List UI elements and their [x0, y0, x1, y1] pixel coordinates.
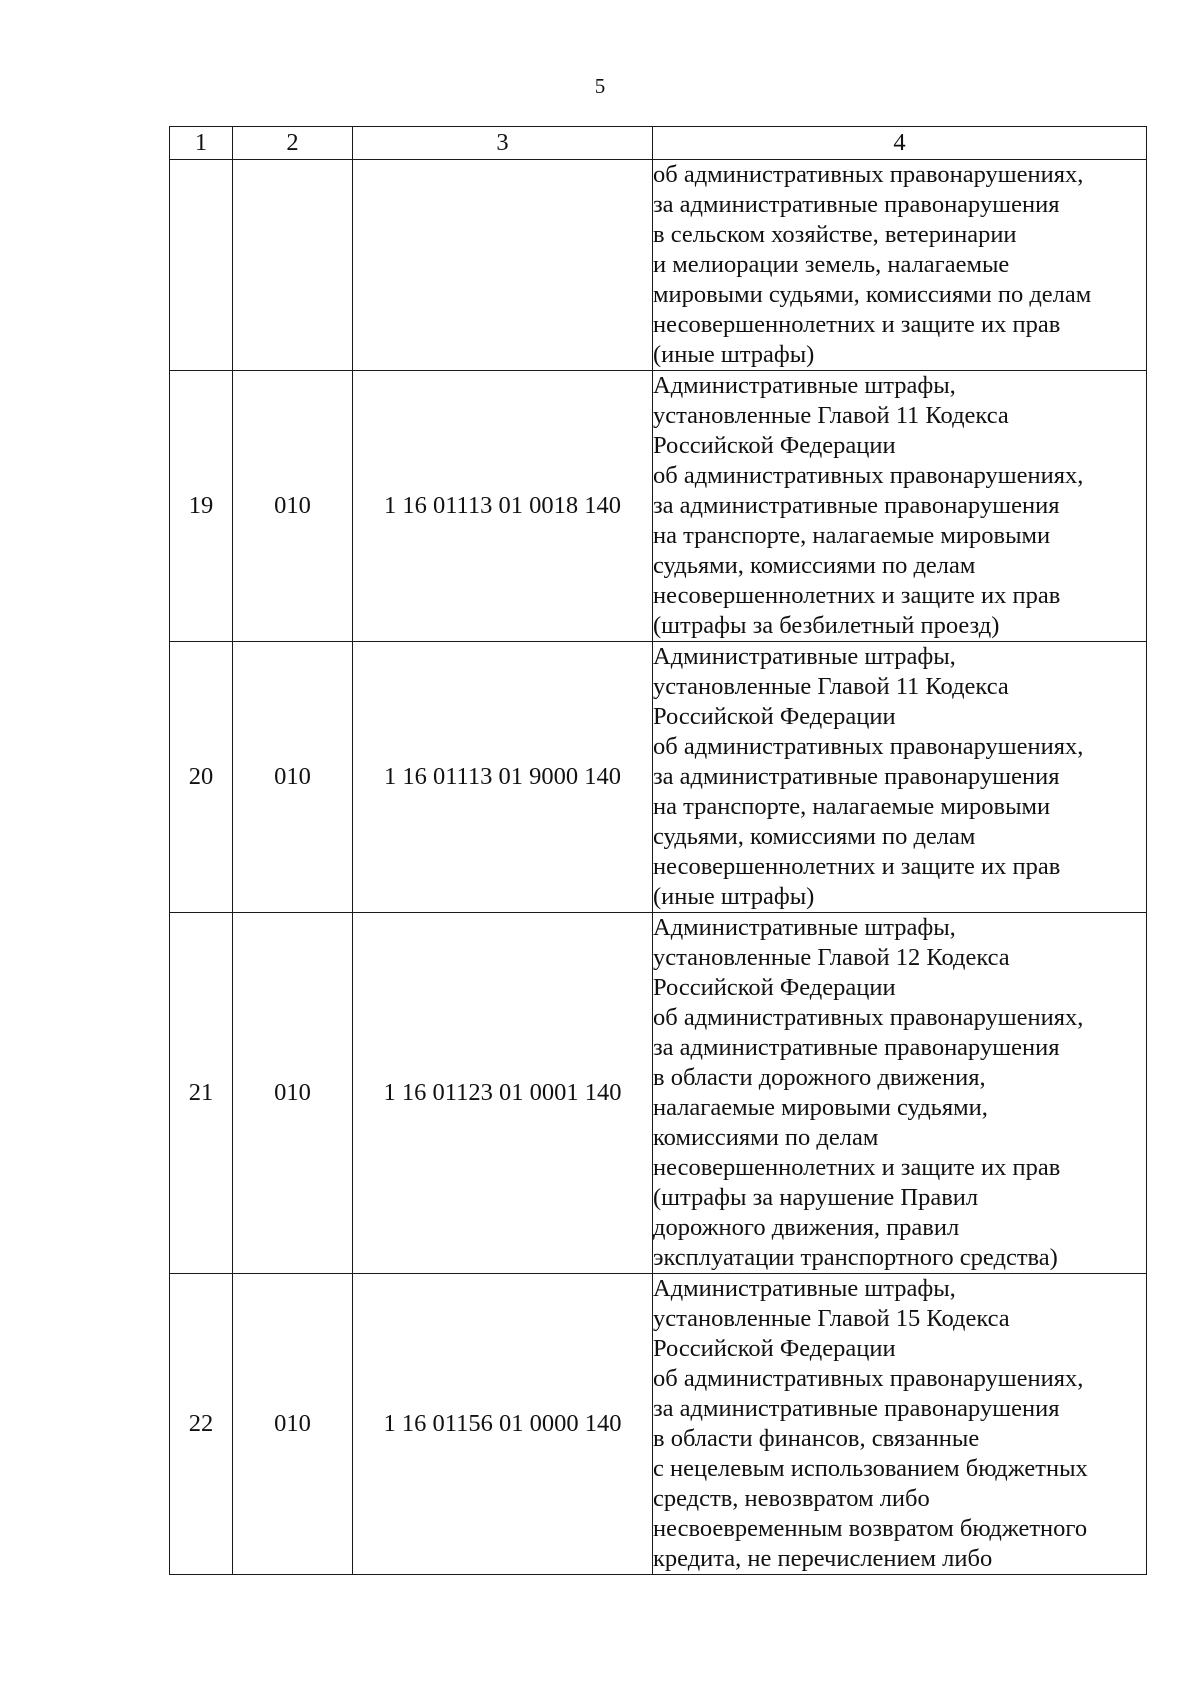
description-cell — [653, 913, 1147, 1274]
row-number: 22 — [170, 1274, 233, 1575]
admin-code: 010 — [233, 371, 353, 642]
column-header-2: 2 — [233, 127, 353, 160]
row-number: 19 — [170, 371, 233, 642]
description-line: Российской Федерации — [653, 432, 896, 459]
description-line: судьями, комиссиями по делам — [653, 552, 976, 579]
table-row-19 — [170, 371, 1147, 642]
description-line: (иные штрафы) — [653, 883, 815, 910]
description-line: установленные Главой 11 Кодекса — [653, 402, 1009, 429]
budget-classification-code: 1 16 01113 01 0018 140 — [353, 371, 653, 642]
description-cell — [653, 371, 1147, 642]
table-row-continuation — [170, 160, 1147, 371]
description-line: установленные Главой 12 Кодекса — [653, 944, 1010, 971]
description-line: об административных правонарушениях, — [653, 1004, 1084, 1031]
description-line: с нецелевым использованием бюджетных — [653, 1455, 1088, 1482]
column-header-4: 4 — [653, 127, 1147, 160]
admin-code: 010 — [233, 1274, 353, 1575]
column-header-1: 1 — [170, 127, 233, 160]
description-line: и мелиорации земель, налагаемые — [653, 251, 1010, 278]
description-cell — [653, 642, 1147, 913]
row-number: 21 — [170, 913, 233, 1274]
table-row-21 — [170, 913, 1147, 1274]
description-line: на транспорте, налагаемые мировыми — [653, 522, 1051, 549]
admin-code: 010 — [233, 642, 353, 913]
revenue-table — [169, 126, 1147, 1575]
description-line: в области финансов, связанные — [653, 1425, 980, 1452]
description-line: налагаемые мировыми судьями, — [653, 1094, 988, 1121]
description-line: Административные штрафы, — [653, 372, 956, 399]
budget-classification-code: 1 16 01113 01 9000 140 — [353, 642, 653, 913]
description-line: об административных правонарушениях, — [653, 161, 1084, 188]
row-number: 20 — [170, 642, 233, 913]
budget-classification-code: 1 16 01123 01 0001 140 — [353, 913, 653, 1274]
description-line: Административные штрафы, — [653, 643, 956, 670]
description-line: за административные правонарушения — [653, 763, 1060, 790]
row-number — [170, 160, 233, 371]
description-line: судьями, комиссиями по делам — [653, 823, 976, 850]
description-line: мировыми судьями, комиссиями по делам — [653, 281, 1092, 308]
description-line: об административных правонарушениях, — [653, 1365, 1084, 1392]
description-line: кредита, не перечислением либо — [653, 1545, 993, 1572]
table-row-20 — [170, 642, 1147, 913]
description-line: несовершеннолетних и защите их прав — [653, 311, 1061, 338]
description-line: Российской Федерации — [653, 703, 896, 730]
description-line: (штрафы за безбилетный проезд) — [653, 612, 1000, 639]
description-line: установленные Главой 15 Кодекса — [653, 1305, 1010, 1332]
description-cell — [653, 1274, 1147, 1575]
admin-code: 010 — [233, 913, 353, 1274]
description-line: несовершеннолетних и защите их прав — [653, 853, 1061, 880]
description-line: на транспорте, налагаемые мировыми — [653, 793, 1051, 820]
description-line: несвоевременным возвратом бюджетного — [653, 1515, 1088, 1542]
budget-classification-code — [353, 160, 653, 371]
description-line: (иные штрафы) — [653, 341, 815, 368]
description-line: установленные Главой 11 Кодекса — [653, 673, 1009, 700]
description-line: об административных правонарушениях, — [653, 733, 1084, 760]
description-line: за административные правонарушения — [653, 492, 1060, 519]
description-line: за административные правонарушения — [653, 191, 1060, 218]
description-line: комиссиями по делам — [653, 1124, 879, 1151]
description-line: (штрафы за нарушение Правил — [653, 1184, 979, 1211]
description-cell — [653, 160, 1147, 371]
description-line: за административные правонарушения — [653, 1034, 1060, 1061]
column-header-3: 3 — [353, 127, 653, 160]
page-number: 5 — [594, 74, 606, 98]
description-line: за административные правонарушения — [653, 1395, 1060, 1422]
description-line: несовершеннолетних и защите их прав — [653, 582, 1061, 609]
admin-code — [233, 160, 353, 371]
description-line: дорожного движения, правил — [653, 1214, 960, 1241]
description-line: эксплуатации транспортного средства) — [653, 1244, 1058, 1271]
table-header-row — [170, 127, 1147, 160]
description-line: об административных правонарушениях, — [653, 462, 1084, 489]
description-line: несовершеннолетних и защите их прав — [653, 1154, 1061, 1181]
table-row-22 — [170, 1274, 1147, 1575]
description-line: в области дорожного движения, — [653, 1064, 986, 1091]
description-line: Административные штрафы, — [653, 914, 956, 941]
description-line: Российской Федерации — [653, 974, 896, 1001]
budget-classification-code: 1 16 01156 01 0000 140 — [353, 1274, 653, 1575]
description-line: в сельском хозяйстве, ветеринарии — [653, 221, 1017, 248]
description-line: средств, невозвратом либо — [653, 1485, 930, 1512]
description-line: Российской Федерации — [653, 1335, 896, 1362]
description-line: Административные штрафы, — [653, 1275, 956, 1302]
